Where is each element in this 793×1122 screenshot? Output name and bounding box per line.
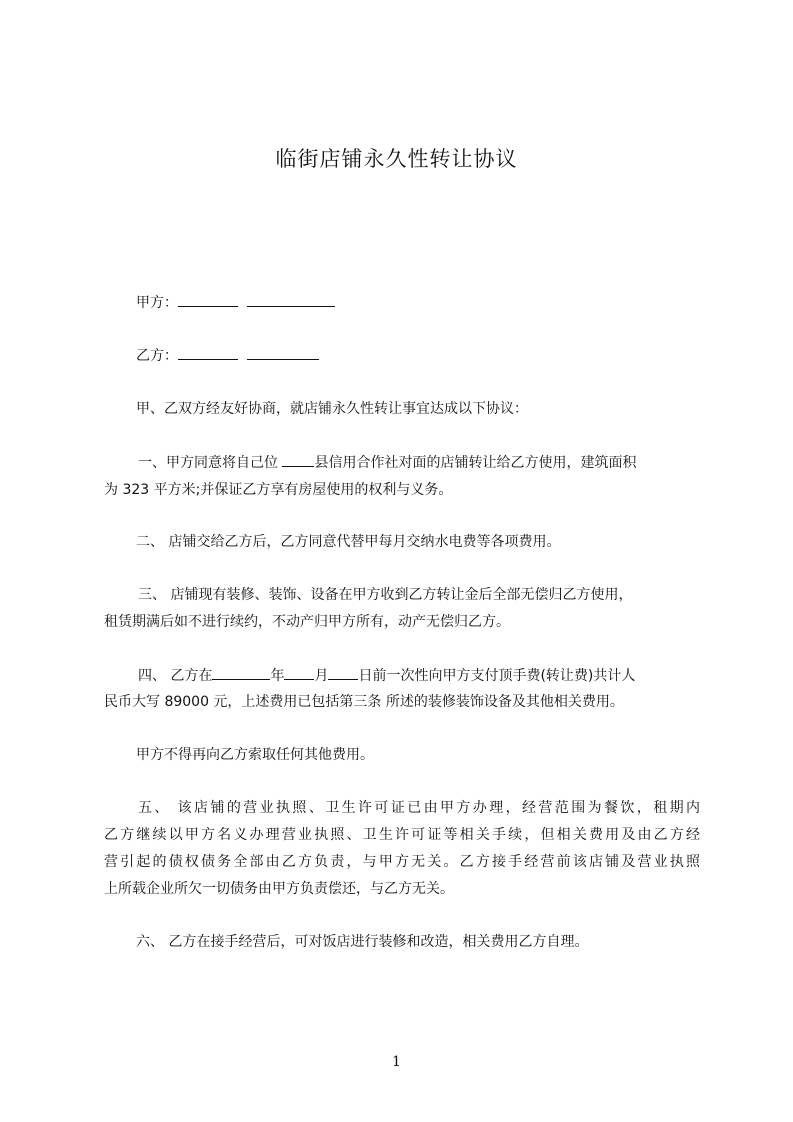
clause-4-prefix: 四、 乙方在 [138, 668, 213, 684]
party-b-blank-1 [178, 345, 238, 360]
clause-4-year-label: 年 [270, 668, 285, 684]
clause-4-text: 日前一次性向甲方支付顶手费(转让费)共计人 [358, 668, 636, 684]
clause-1-line-2: 为 323 平方米;并保证乙方享有房屋使用的权利与义务。 [104, 482, 453, 498]
clause-5-line-4: 上所载企业所欠一切债务由甲方负责偿还，与乙方无关。 [104, 881, 454, 897]
clause-1-prefix: 一、甲方同意将自己位 [138, 455, 283, 471]
clause-4-line-2: 民币大写 89000 元，上述费用已包括第三条 所述的装修装饰设备及其他相关费用。 [104, 694, 624, 710]
clause-1-line-1 [104, 452, 700, 473]
clause-1-location-blank [282, 452, 314, 467]
clause-5-line-2: 乙方继续以甲方名义办理营业执照、卫生许可证等相关手续，但相关费用及由乙方经 [104, 827, 700, 843]
clause-6: 六、 乙方在接手经营后，可对饭店进行装修和改造，相关费用乙方自理。 [136, 934, 589, 950]
clause-5-line-3: 营引起的债权债务全部由乙方负责，与甲方无关。乙方接手经营前该店铺及营业执照 [104, 854, 700, 870]
clause-4-month-blank [284, 665, 314, 680]
intro-paragraph: 甲、乙双方经友好协商，就店铺永久性转让事宜达成以下协议： [136, 401, 528, 417]
clause-4-day-blank [328, 665, 358, 680]
clause-4-year-blank [212, 665, 270, 680]
document-title: 临街店铺永久性转让协议 [275, 147, 518, 171]
party-a-blank-2 [247, 292, 335, 307]
party-a-blank-1 [178, 292, 238, 307]
clause-2: 二、 店铺交给乙方后，乙方同意代替甲每月交纳水电费等各项费用。 [136, 534, 561, 550]
party-b-blank-2 [247, 345, 319, 360]
party-a-line [104, 292, 732, 313]
clause-4-line-1 [104, 665, 700, 686]
party-a-label: 甲方： [136, 295, 178, 311]
clause-3-line-2: 租赁期满后如不进行续约，不动产归甲方所有，动产无偿归乙方。 [104, 614, 510, 630]
page-number: 1 [392, 1054, 401, 1070]
clause-1-text: 县信用合作社对面的店铺转让给乙方使用，建筑面积 [314, 455, 637, 471]
no-other-fees-paragraph: 甲方不得再向乙方索取任何其他费用。 [136, 747, 374, 763]
party-b-label: 乙方： [136, 348, 178, 364]
clause-5-line-1: 五、 该店铺的营业执照、卫生许可证已由甲方办理，经营范围为餐饮，租期内 [138, 800, 700, 816]
party-b-line [104, 345, 732, 366]
clause-4-month-label: 月 [314, 668, 329, 684]
clause-3-line-1: 三、 店铺现有装修、装饰、设备在甲方收到乙方转让金后全部无偿归乙方使用， [138, 587, 633, 603]
